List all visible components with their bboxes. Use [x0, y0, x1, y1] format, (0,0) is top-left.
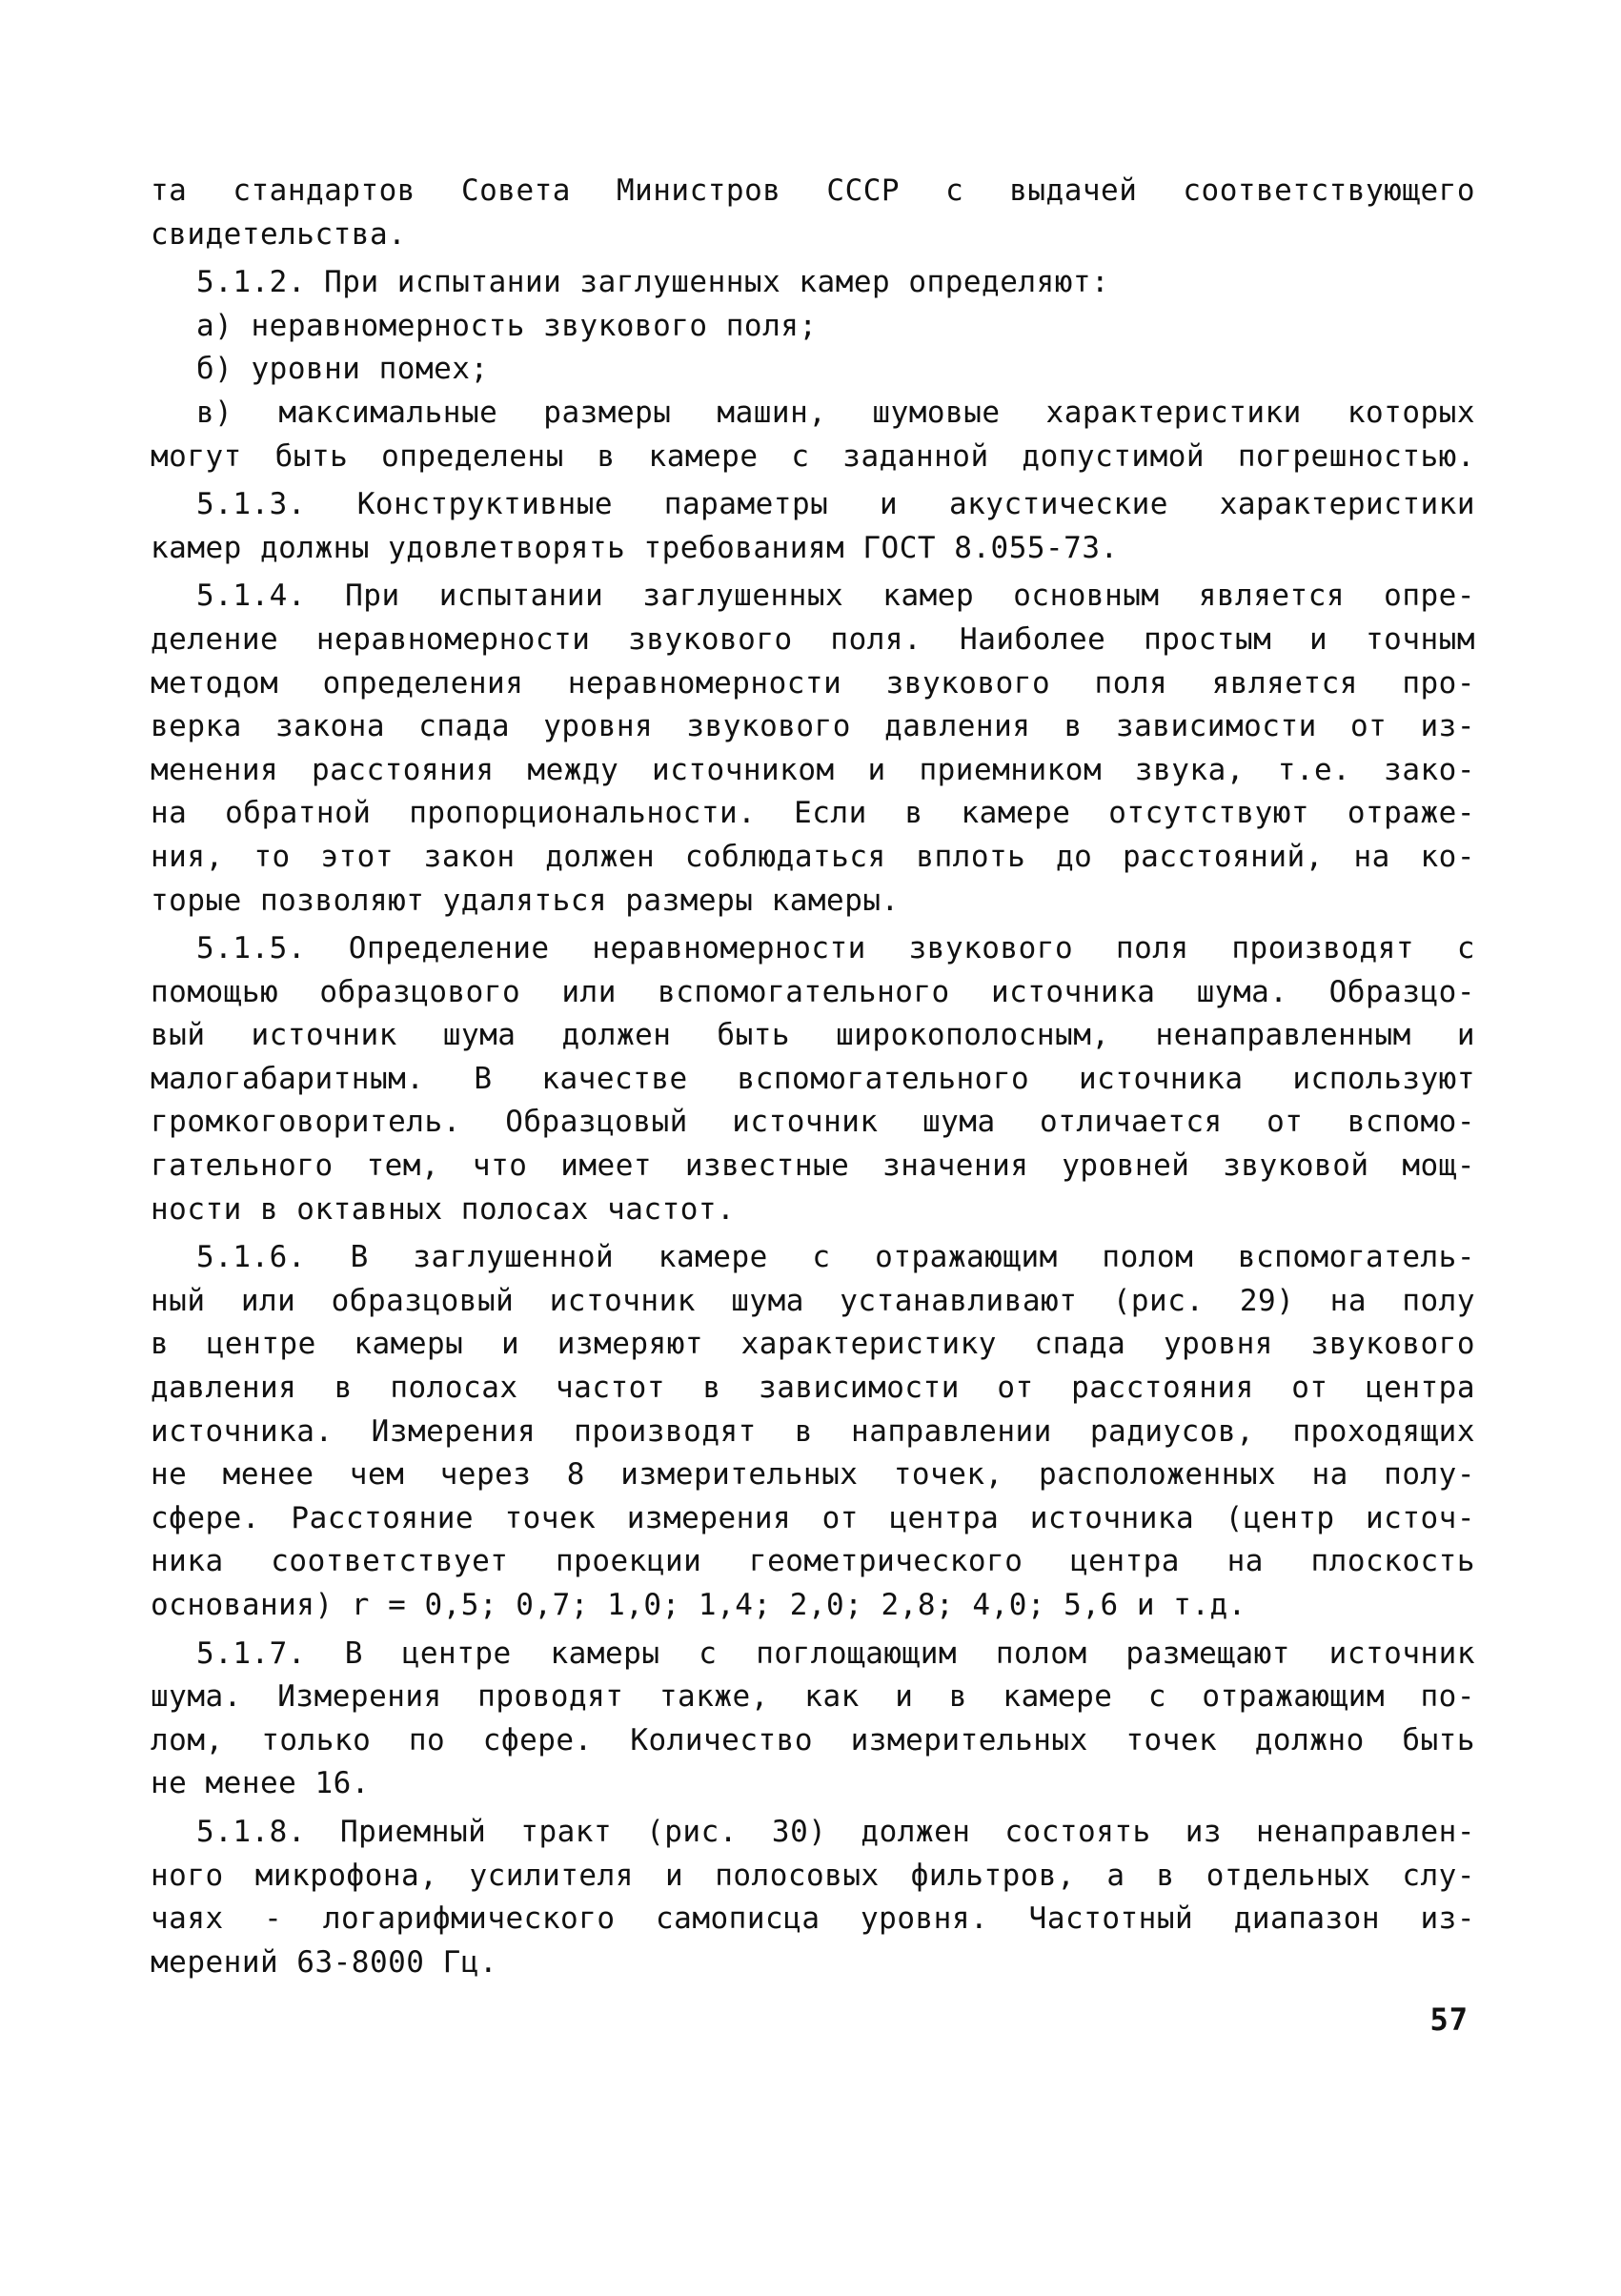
text-line: менения расстояния между источником и приемником звука, т.е. зако- [151, 752, 1475, 787]
text-line: 5.1.6. В заглушенной камере с отражающим полом вспомогатель- [196, 1240, 1475, 1275]
text-line: чаях - логарифмического самописца уровня. Частотный диапазон из- [151, 1901, 1475, 1937]
text-line: не менее чем через 8 измерительных точек, расположенных на полу- [151, 1457, 1475, 1493]
text-line: в центре камеры и измеряют характеристику спада уровня звукового [151, 1327, 1475, 1362]
text-line: деление неравномерности звукового поля. Наиболее простым и точным [151, 621, 1475, 657]
text-line: мерений 63-8000 Гц. [151, 1944, 498, 1980]
text-line: гательного тем, что имеет известные значения уровней звуковой мощ- [151, 1148, 1475, 1184]
text-line: камер должны удовлетворять требованиям ГОСТ 8.055-73. [151, 530, 1119, 565]
text-line: 5.1.4. При испытании заглушенных камер основным является опре- [196, 579, 1475, 614]
text-line: верка закона спада уровня звукового давления в зависимости от из- [151, 709, 1475, 744]
body-text [151, 170, 1475, 1984]
text-line: давления в полосах частот в зависимости от расстояния от центра [151, 1371, 1475, 1406]
text-line: в) максимальные размеры машин, шумовые характеристики которых [196, 395, 1475, 430]
text-line: свидетельства. [151, 216, 407, 252]
page-number: 57 [1429, 2001, 1469, 2038]
text-line: громкоговоритель. Образцовый источник шума отличается от вспомо- [151, 1105, 1475, 1140]
text-line: ния, то этот закон должен соблюдаться вплоть до расстояний, на ко- [151, 839, 1475, 874]
text-line: 5.1.5. Определение неравномерности звукового поля производят с [196, 931, 1475, 966]
text-line: не менее 16. [151, 1766, 370, 1801]
text-line: на обратной пропорциональности. Если в камере отсутствуют отраже- [151, 796, 1475, 831]
text-line: ности в октавных полосах частот. [151, 1191, 736, 1227]
text-line: 5.1.7. В центре камеры с поглощающим полом размещают источник [196, 1636, 1475, 1671]
text-line: б) уровни помех; [196, 352, 489, 387]
text-line: источника. Измерения производят в направлении радиусов, проходящих [151, 1413, 1475, 1449]
text-line: шума. Измерения проводят также, как и в камере с отражающим по- [151, 1679, 1475, 1715]
text-line: 5.1.3. Конструктивные параметры и акустические характеристики [196, 487, 1475, 522]
text-line: лом, только по сфере. Количество измерительных точек должно быть [151, 1722, 1475, 1758]
text-line: основания) r = 0,5; 0,7; 1,0; 1,4; 2,0; 2,8; 4,0; 5,6 и т.д. [151, 1588, 1246, 1622]
text-line: а) неравномерность звукового поля; [196, 308, 818, 343]
text-line: 5.1.2. При испытании заглушенных камер определяют: [196, 265, 1110, 300]
text-line: ника соответствует проекции геометрического центра на плоскость [151, 1544, 1475, 1579]
text-line: ного микрофона, усилителя и полосовых фильтров, а в отдельных слу- [151, 1858, 1475, 1893]
text-line: торые позволяют удаляться размеры камеры. [151, 883, 900, 918]
text-line: помощью образцового или вспомогательного источника шума. Образцо- [151, 974, 1475, 1009]
text-line: малогабаритным. В качестве вспомогательного источника используют [151, 1061, 1475, 1096]
text-line: сфере. Расстояние точек измерения от центра источника (центр источ- [151, 1500, 1475, 1535]
text-line: та стандартов Совета Министров СССР с выдачей соответствующего [151, 173, 1475, 208]
text-line: могут быть определены в камере с заданной допустимой погрешностью. [151, 438, 1475, 474]
text-line: ный или образцовый источник шума устанавливают (рис. 29) на полу [151, 1283, 1475, 1318]
text-line: 5.1.8. Приемный тракт (рис. 30) должен состоять из ненаправлен- [196, 1814, 1475, 1849]
text-line: методом определения неравномерности звукового поля является про- [151, 665, 1475, 701]
text-line: вый источник шума должен быть широкополосным, ненаправленным и [151, 1018, 1475, 1053]
